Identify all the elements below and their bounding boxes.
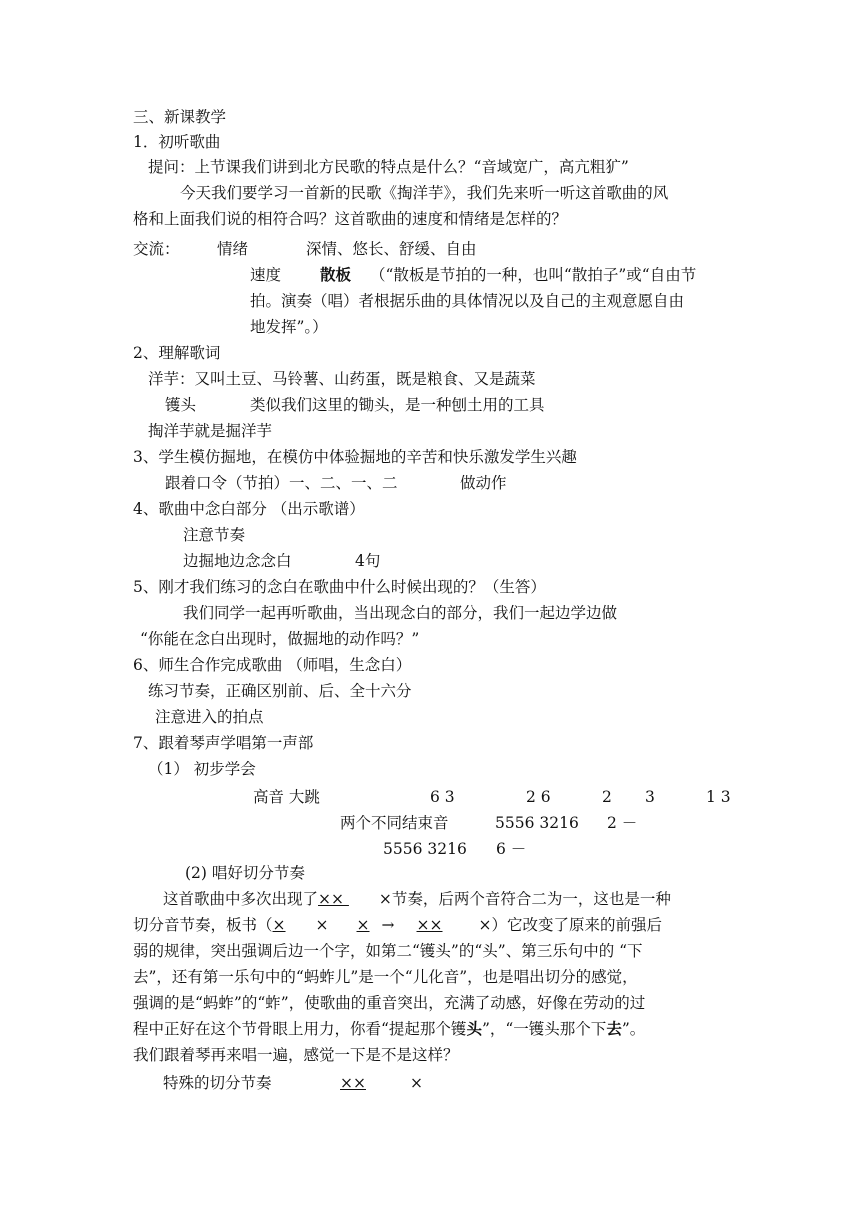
- s4-line2a: 边掘地边念念白: [183, 552, 292, 570]
- s6-line1: 练习节奏，正确区别前、后、全十六分: [148, 682, 412, 700]
- s7-special-xx: ××: [340, 1074, 366, 1092]
- s5-line1: 我们同学一起再听歌曲，当出现念白的部分，我们一起边学边做: [183, 604, 618, 622]
- s7-endings-a: 5556 3216: [495, 814, 579, 832]
- s4-line2b: 4句: [355, 552, 381, 570]
- s1-intro-line2: 格和上面我们说的相符合吗？这首歌曲的速度和情绪是怎样的？: [133, 210, 568, 228]
- s1-exchange-label: 交流：: [133, 240, 180, 258]
- s1-title: 1．初听歌曲: [133, 133, 221, 151]
- s2-line1: 洋芋：又叫土豆、马铃薯、山药蛋，既是粮食、又是蔬菜: [148, 370, 536, 388]
- s7-para-line5: 强调的是“蚂蚱”的“蚱”，使歌曲的重音突出，充满了动感，好像在劳动的过: [133, 994, 646, 1012]
- section-heading: 三、新课教学: [133, 108, 227, 126]
- s7-para-line4: 去”，还有第一乐句中的“蚂蚱儿”是一个“儿化音”，也是唱出切分的感觉，: [133, 968, 638, 986]
- s2-title: 2、理解歌词: [133, 344, 221, 362]
- s7-p2-xx: ××: [416, 916, 443, 934]
- s7-leap-n3: 2: [602, 788, 612, 806]
- s7-p6-text-a: 程中正好在这个节骨眼上用力，你看“提起那个镬: [133, 1020, 467, 1038]
- s7-p2-x2: ×: [315, 916, 329, 934]
- s3-line1b: 做动作: [460, 474, 507, 492]
- s4-title: 4、歌曲中念白部分 （出示歌谱）: [133, 500, 365, 518]
- s7-sub2: (2) 唱好切分节奏: [185, 864, 305, 882]
- s7-leap-n5: 1 3: [706, 788, 731, 806]
- s7-p6-text-c: ”。: [621, 1020, 646, 1038]
- s7-endings-b2: 6 －: [496, 840, 527, 858]
- s1-question: 提问：上节课我们讲到北方民歌的特点是什么？“音域宽广，高亢粗犷”: [148, 158, 629, 176]
- s7-special-label: 特殊的切分节奏: [163, 1074, 272, 1092]
- s7-para-line1: [163, 888, 671, 910]
- s7-p6-qu: 去: [606, 1019, 622, 1038]
- s7-leap-n4: 3: [645, 788, 655, 806]
- s7-special-x: ×: [410, 1074, 423, 1092]
- s7-leap-n1: 6 3: [430, 788, 455, 806]
- s7-leap-label: 高音 大跳: [253, 788, 320, 806]
- s7-para-line6: [133, 1018, 645, 1040]
- s3-line1a: 跟着口令（节拍）一、二、一、二: [165, 474, 398, 492]
- s7-p6-tou: 头: [466, 1019, 482, 1038]
- s1-mood-label: 情绪: [217, 240, 249, 258]
- s7-para-line3: 弱的规律，突出强调后边一个字，如第二“镬头”的“头”、第三乐句中的 “下: [133, 942, 643, 960]
- s7-para-line2: [133, 914, 662, 936]
- s7-p2-x1: ×: [272, 916, 286, 934]
- s7-endings-label: 两个不同结束音: [340, 814, 449, 832]
- s5-title: 5、刚才我们练习的念白在歌曲中什么时候出现的？（生答）: [133, 578, 546, 596]
- s1-speed-note3: 地发挥”。）: [250, 318, 328, 336]
- s6-title: 6、师生合作完成歌曲 （师唱，生念白）: [133, 656, 412, 674]
- s1-speed-label: 速度: [250, 266, 282, 284]
- s7-endings-b: 5556 3216: [383, 840, 467, 858]
- s2-term-def: 类似我们这里的锄头，是一种刨土用的工具: [250, 396, 545, 414]
- s7-endings-a2: 2 －: [607, 814, 638, 832]
- s1-speed-note2: 拍。演奏（唱）者根据乐曲的具体情况以及自己的主观意愿自由: [250, 292, 685, 310]
- s7-p2-text-b: ×）它改变了原来的前强后: [478, 916, 662, 934]
- s7-p2-arrow: →: [381, 916, 395, 934]
- s7-p1-rhythm-xx: ××: [318, 890, 349, 908]
- s1-speed-note1: （“散板是节拍的一种，也叫“散拍子”或“自由节: [370, 266, 697, 284]
- s1-mood-value: 深情、悠长、舒缓、自由: [306, 240, 477, 258]
- s3-title: 3、学生模仿掘地，在模仿中体验掘地的辛苦和快乐激发学生兴趣: [133, 448, 577, 466]
- s5-line2: “你能在念白出现时，做掘地的动作吗？”: [140, 630, 420, 648]
- s7-leap-n2: 2 6: [526, 788, 551, 806]
- s1-speed-value: 散板: [320, 265, 352, 284]
- s7-p6-text-b: ”，“一镬头那个下: [481, 1020, 607, 1038]
- s6-line2: 注意进入的拍点: [155, 708, 264, 726]
- s2-line3: 掏洋芋就是掘洋芋: [148, 422, 273, 440]
- s1-intro-line1: 今天我们要学习一首新的民歌《掏洋芋》，我们先来听一听这首歌曲的风: [180, 184, 669, 202]
- s7-p1-text-a: 这首歌曲中多次出现了: [163, 890, 319, 908]
- s7-p2-x3: ×: [356, 916, 370, 934]
- s7-title: 7、跟着琴声学唱第一声部: [133, 734, 314, 752]
- s7-sub1: （1） 初步学会: [148, 760, 256, 778]
- s7-p2-text-a: 切分音节奏，板书（: [133, 916, 273, 934]
- s7-para-line7: 我们跟着琴再来唱一遍，感觉一下是不是这样？: [133, 1046, 459, 1064]
- s2-term: 镬头: [165, 396, 197, 414]
- s4-line1: 注意节奏: [183, 526, 246, 544]
- s7-p1-text-b: ×节奏，后两个音符合二为一，这也是一种: [378, 890, 671, 908]
